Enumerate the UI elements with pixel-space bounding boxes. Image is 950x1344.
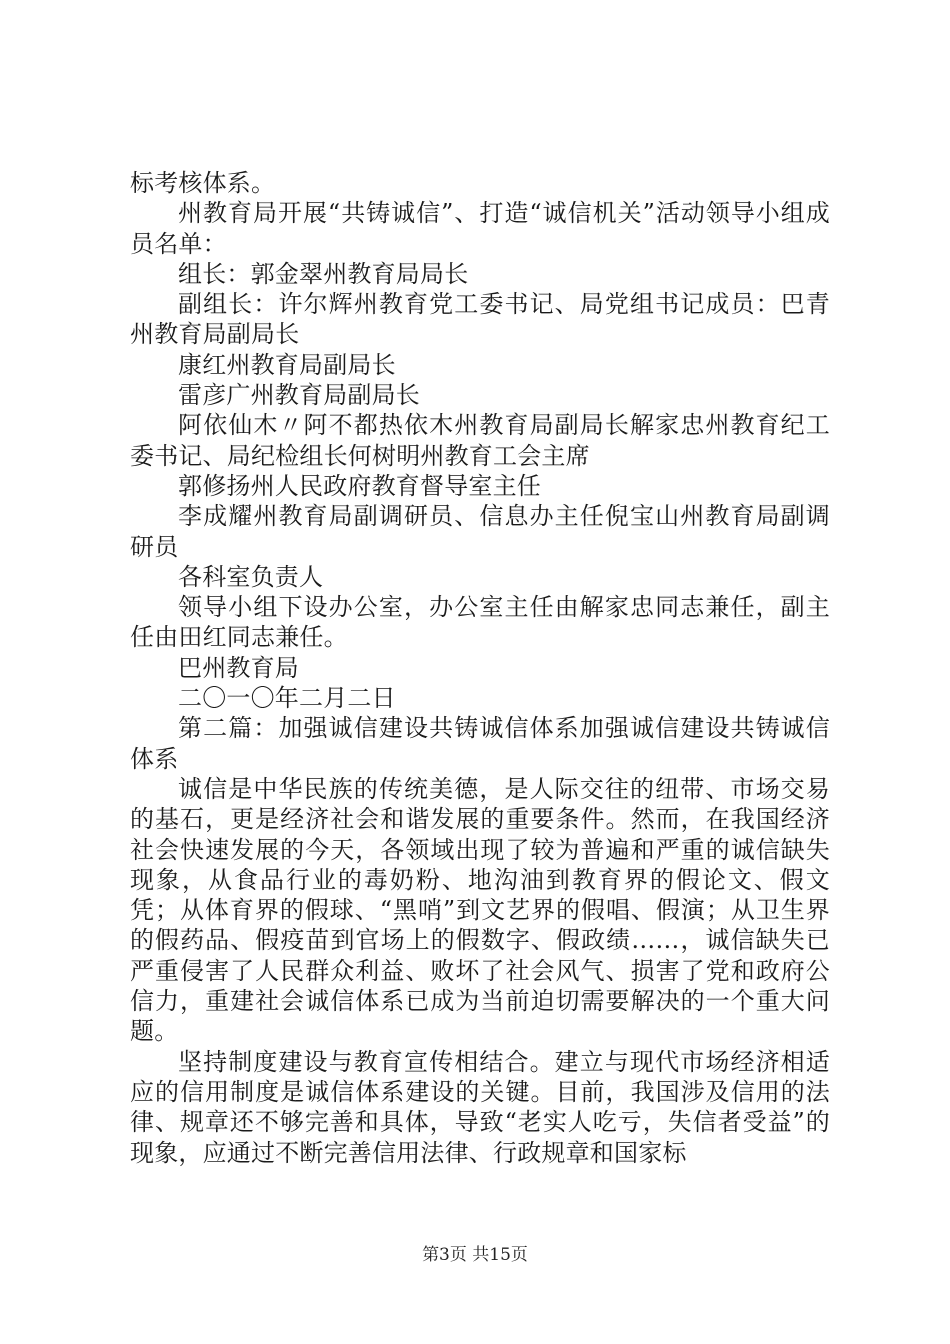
paragraph-member: 李成耀州教育局副调研员、信息办主任倪宝山州教育局副调研员 <box>130 502 830 561</box>
paragraph-body: 坚持制度建设与教育宣传相结合。建立与现代市场经济相适应的信用制度是诚信体系建设的关键。目前，我国涉及信用的法律、规章还不够完善和具体，导致“老实人吃亏，失信者受益”的现象，应通过不断完善信用法律、行政规章和国家标 <box>130 1047 830 1167</box>
paragraph-body: 诚信是中华民族的传统美德，是人际交往的纽带、市场交易的基石，更是经济社会和谐发展的重要条件。然而，在我国经济社会快速发展的今天，各领域出现了较为普遍和严重的诚信缺失现象，从食品行业的毒奶粉、地沟油到教育界的假论文、假文凭；从体育界的假球、“黑哨”到文艺界的假唱、假演；从卫生界的假药品、假疫苗到官场上的假数字、假政绩……，诚信缺失已严重侵害了人民群众利益、败坏了社会风气、损害了党和政府公信力，重建社会诚信体系已成为当前迫切需要解决的一个重大问题。 <box>130 774 830 1046</box>
page-number-footer: 第3页 共15页 <box>422 1245 528 1265</box>
paragraph-list-title: 州教育局开展“共铸诚信”、打造“诚信机关”活动领导小组成员名单： <box>130 199 830 258</box>
paragraph-member: 阿依仙木〃阿不都热依木州教育局副局长解家忠州教育纪工委书记、局纪检组长何树明州教育工会主席 <box>130 411 830 470</box>
paragraph-leader: 组长：郭金翠州教育局局长 <box>178 259 469 288</box>
document-body <box>130 168 830 1168</box>
paragraph-signature-date: 二〇一〇年二月二日 <box>178 684 396 713</box>
paragraph-continuation: 标考核体系。 <box>130 169 276 197</box>
section-heading: 第二篇：加强诚信建设共铸诚信体系加强诚信建设共铸诚信体系 <box>130 714 830 773</box>
paragraph-member: 各科室负责人 <box>178 562 324 591</box>
paragraph-office: 领导小组下设办公室，办公室主任由解家忠同志兼任，副主任由田红同志兼任。 <box>130 593 830 652</box>
paragraph-member: 雷彦广州教育局副局长 <box>178 381 420 410</box>
paragraph-member: 康红州教育局副局长 <box>178 350 396 379</box>
paragraph-signature-org: 巴州教育局 <box>178 653 299 682</box>
paragraph-member: 郭修扬州人民政府教育督导室主任 <box>178 471 541 500</box>
paragraph-deputy-leader: 副组长：许尔辉州教育党工委书记、局党组书记成员：巴青州教育局副局长 <box>130 290 830 349</box>
